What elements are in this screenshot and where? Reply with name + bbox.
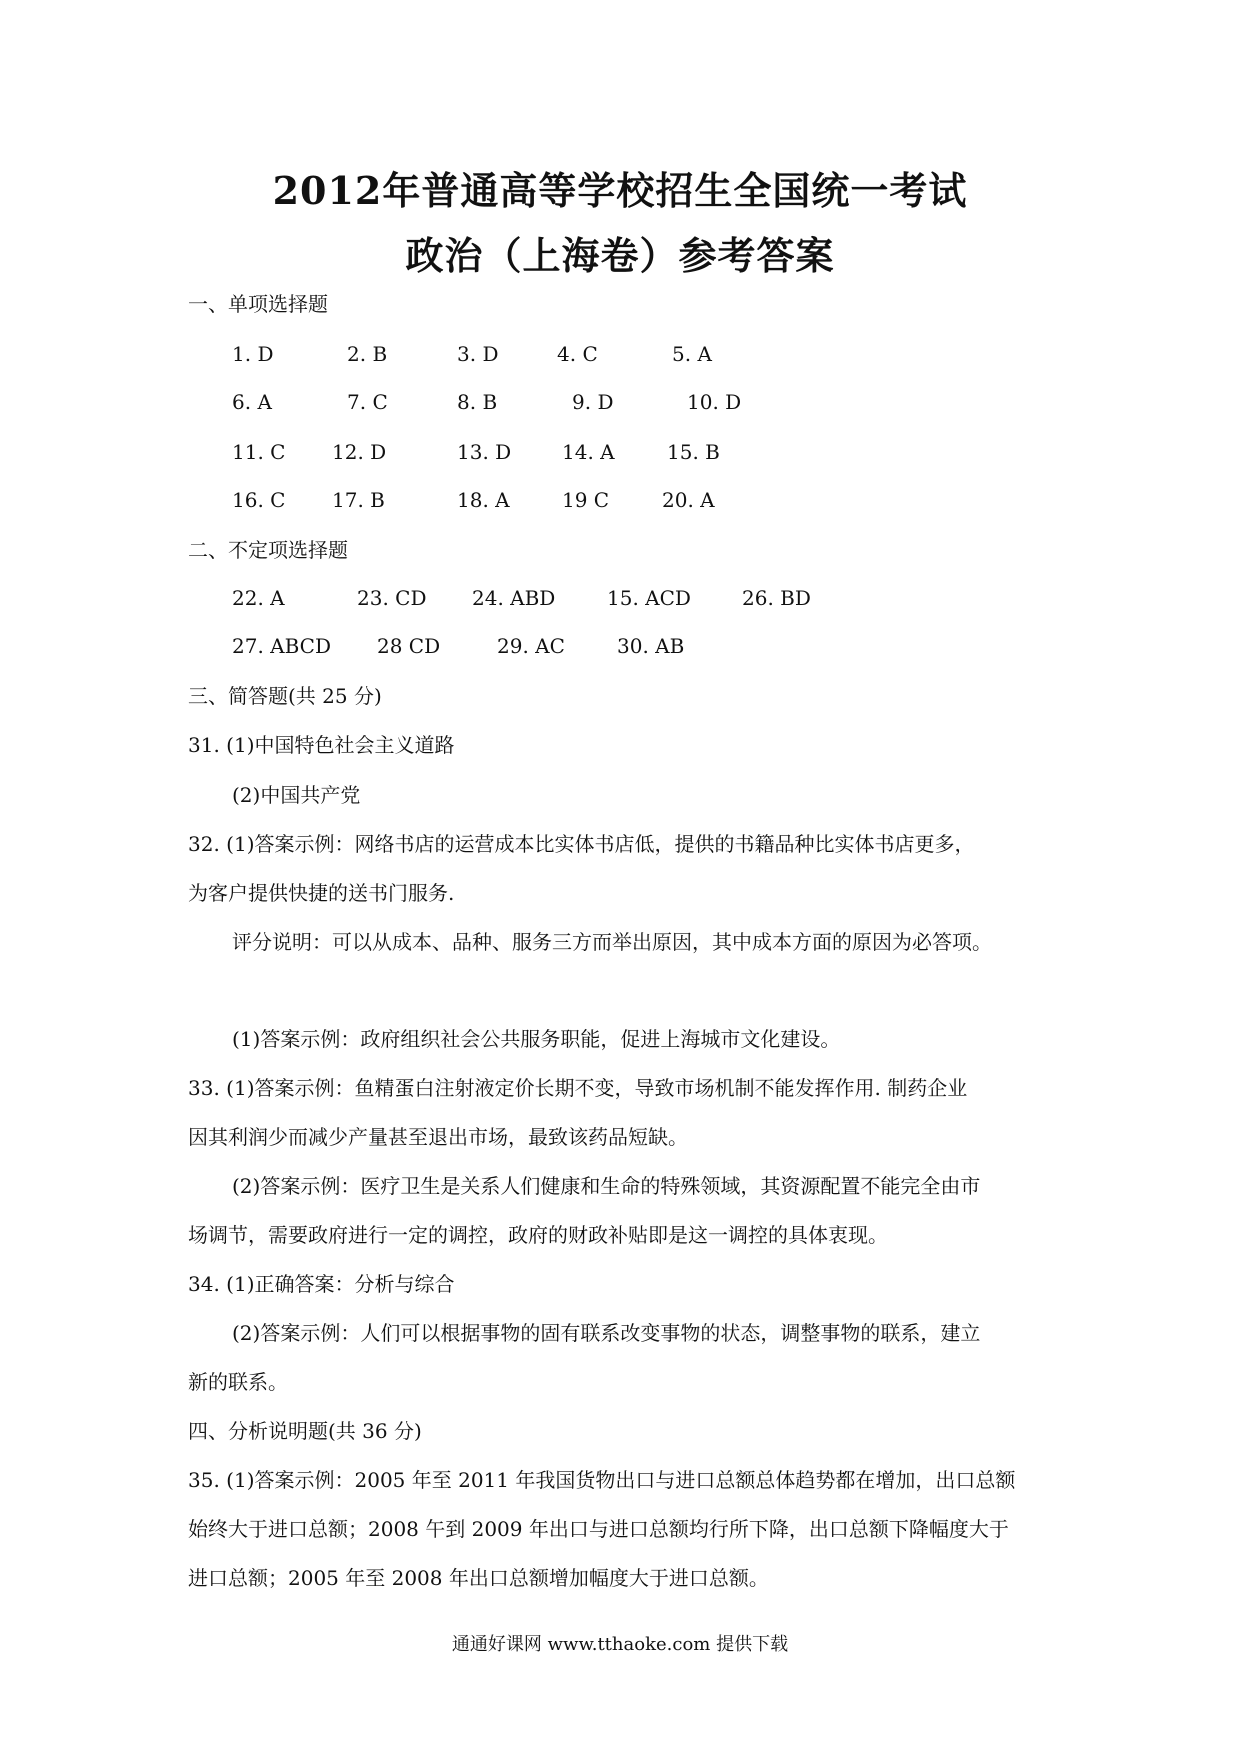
- scoring-note: 评分说明：可以从成本、品种、服务三方而举出原因，其中成本方面的原因为必答项。: [232, 930, 992, 954]
- answer-item: 17. B: [332, 488, 385, 512]
- answer-item: 2. B: [347, 342, 388, 366]
- answer-line: 场调节，需要政府进行一定的调控，政府的财政补贴即是这一调控的具体衷现。: [188, 1223, 888, 1247]
- section-heading-single-choice: 一、单项选择题: [188, 292, 328, 316]
- answer-line: (2)中国共产党: [232, 783, 361, 807]
- answer-item: 7. C: [347, 390, 388, 414]
- section-heading-short-answer: 三、简答题(共 25 分): [188, 684, 382, 708]
- answer-line: 32. (1)答案示例：网络书店的运营成本比实体书店低，提供的书籍品种比实体书店更多，: [188, 832, 975, 856]
- answer-item: 27. ABCD: [232, 634, 332, 658]
- answer-item: 8. B: [457, 390, 498, 414]
- answer-item: 9. D: [572, 390, 614, 414]
- answer-item: 16. C: [232, 488, 286, 512]
- answer-line: 33. (1)答案示例：鱼精蛋白注射液定价长期不变，导致市场机制不能发挥作用. 制药企业: [188, 1076, 968, 1100]
- answer-item: 20. A: [662, 488, 715, 512]
- page-title: 2012年普通高等学校招生全国统一考试: [272, 168, 968, 213]
- answer-item: 12. D: [332, 440, 387, 464]
- answer-item: 30. AB: [617, 634, 685, 658]
- answer-item: 4. C: [557, 342, 598, 366]
- answer-item: 3. D: [457, 342, 499, 366]
- answer-line: 31. (1)中国特色社会主义道路: [188, 733, 455, 757]
- section-heading-analysis: 四、分析说明题(共 36 分): [188, 1419, 422, 1443]
- answer-line: (2)答案示例：人们可以根据事物的固有联系改变事物的状态，调整事物的联系，建立: [232, 1321, 981, 1345]
- answer-line: 34. (1)正确答案：分析与综合: [188, 1272, 455, 1296]
- answer-item: 26. BD: [742, 586, 811, 610]
- answer-line: (2)答案示例：医疗卫生是关系人们健康和生命的特殊领域，其资源配置不能完全由市: [232, 1174, 981, 1198]
- answer-item: 11. C: [232, 440, 286, 464]
- answer-line: 始终大于进口总额；2008 午到 2009 年出口与进口总额均行所下降，出口总额下降幅度大于: [188, 1517, 1009, 1541]
- answer-item: 18. A: [457, 488, 510, 512]
- answer-item: 29. AC: [497, 634, 565, 658]
- answer-item: 14. A: [562, 440, 615, 464]
- answer-item: 28 CD: [377, 634, 441, 658]
- answer-item: 5. A: [672, 342, 712, 366]
- answer-item: 22. A: [232, 586, 285, 610]
- answer-item: 1. D: [232, 342, 274, 366]
- answer-line: (1)答案示例：政府组织社会公共服务职能，促进上海城市文化建设。: [232, 1027, 841, 1051]
- answer-item: 23. CD: [357, 586, 427, 610]
- page-subtitle: 政治（上海卷）参考答案: [405, 233, 835, 278]
- answer-line: 为客户提供快捷的送书门服务.: [188, 881, 455, 905]
- answer-line: 新的联系。: [188, 1370, 288, 1394]
- answer-item: 13. D: [457, 440, 512, 464]
- section-heading-multi-choice: 二、不定项选择题: [188, 538, 348, 562]
- answer-item: 10. D: [687, 390, 742, 414]
- answer-item: 15. ACD: [607, 586, 691, 610]
- answer-item: 19 C: [562, 488, 610, 512]
- footer-credit: 通通好课网 www.tthaoke.com 提供下载: [451, 1634, 789, 1655]
- answer-line: 35. (1)答案示例：2005 年至 2011 年我国货物出口与进口总额总体趋势都在增加，出口总额: [188, 1468, 1016, 1492]
- answer-item: 24. ABD: [472, 586, 556, 610]
- answer-item: 15. B: [667, 440, 720, 464]
- answer-item: 6. A: [232, 390, 272, 414]
- answer-line: 因其利润少而减少产量甚至退出市场，最致该药品短缺。: [188, 1125, 688, 1149]
- answer-line: 进口总额；2005 年至 2008 年出口总额增加幅度大于进口总额。: [188, 1566, 769, 1590]
